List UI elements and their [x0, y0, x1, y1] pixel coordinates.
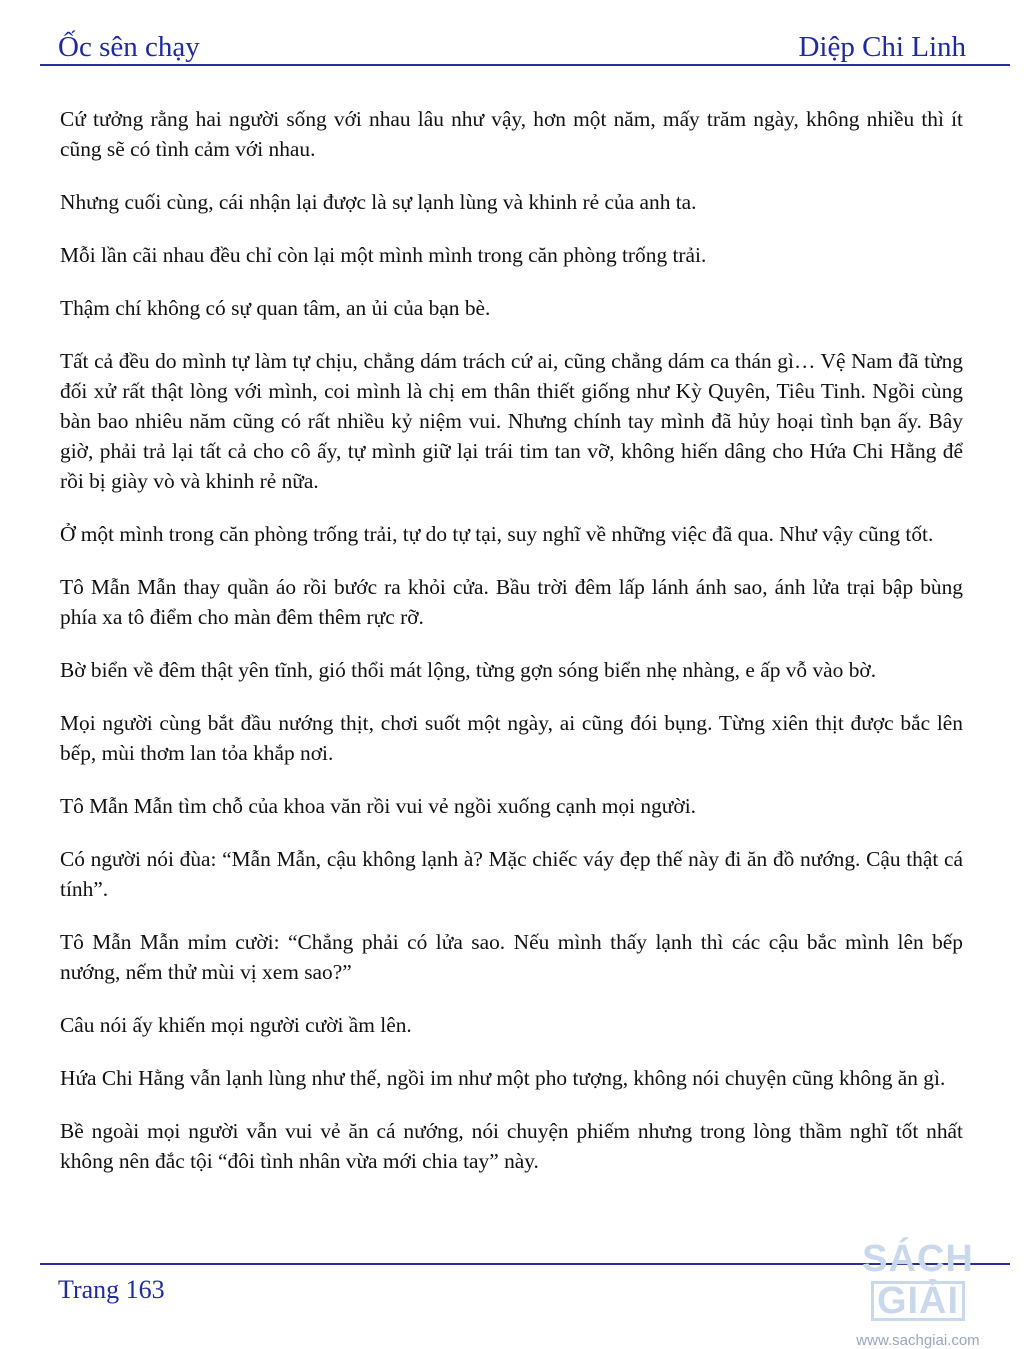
paragraph: Bờ biển về đêm thật yên tĩnh, gió thổi mát lộng, từng gợn sóng biển nhẹ nhàng, e ấp vỗ vào bờ. [60, 658, 877, 682]
paragraph: Tô Mẫn Mẫn tìm chỗ của khoa văn rồi vui vẻ ngồi xuống cạnh mọi người. [60, 794, 696, 818]
paragraph: Câu nói ấy khiến mọi người cười ầm lên. [60, 1013, 412, 1037]
paragraph: Có người nói đùa: “Mẫn Mẫn, cậu không lạnh à? Mặc chiếc váy đẹp thế này đi ăn đồ nướng. Cậu thật cá tính”. [60, 847, 963, 901]
watermark-url: www.sachgiai.com [856, 1332, 980, 1349]
watermark-logo-left: SÁCH [862, 1238, 974, 1280]
book-title: Ốc sên chạy [58, 31, 200, 63]
header-divider [40, 64, 1010, 66]
page-body [60, 104, 963, 1199]
paragraph: Mọi người cùng bắt đầu nướng thịt, chơi suốt một ngày, ai cũng đói bụng. Từng xiên thịt được bắc lên bếp, mùi thơm lan tỏa khắp nơi. [60, 711, 963, 765]
watermark-logo-right: GIẢI [871, 1281, 965, 1321]
author-name: Diệp Chi Linh [798, 31, 966, 63]
watermark-logo [818, 1238, 1018, 1322]
paragraph: Hứa Chi Hằng vẫn lạnh lùng như thế, ngồi im như một pho tượng, không nói chuyện cũng không ăn gì. [60, 1066, 946, 1090]
paragraph: Bề ngoài mọi người vẫn vui vẻ ăn cá nướng, nói chuyện phiếm nhưng trong lòng thầm nghĩ tốt nhất không nên đắc tội “đôi tình nhân vừa mới chia tay” này. [60, 1119, 963, 1173]
paragraph: Tô Mẫn Mẫn thay quần áo rồi bước ra khỏi cửa. Bầu trời đêm lấp lánh ánh sao, ánh lửa trại bập bùng phía xa tô điểm cho màn đêm thêm rực rỡ. [60, 575, 963, 629]
paragraph: Tô Mẫn Mẫn mỉm cười: “Chẳng phải có lửa sao. Nếu mình thấy lạnh thì các cậu bắc mình lên bếp nướng, nếm thử mùi vị xem sao?” [60, 930, 963, 984]
paragraph: Thậm chí không có sự quan tâm, an ủi của bạn bè. [60, 296, 491, 320]
paragraph: Cứ tưởng rằng hai người sống với nhau lâu như vậy, hơn một năm, mấy trăm ngày, không nhiều thì ít cũng sẽ có tình cảm với nhau. [60, 107, 963, 161]
paragraph: Nhưng cuối cùng, cái nhận lại được là sự lạnh lùng và khinh rẻ của anh ta. [60, 190, 697, 214]
page-number: Trang 163 [58, 1275, 165, 1304]
paragraph: Tất cả đều do mình tự làm tự chịu, chẳng dám trách cứ ai, cũng chẳng dám ca thán gì… Vệ Nam đã từng đối xử rất thật lòng với mình, coi mình là chị em thân thiết giống như Kỳ Quyên, Tiêu Tinh. Ngồi cùng bàn bao nhiêu năm cũng có rất nhiều kỷ niệm vui. Nhưng chính tay mình đã hủy hoại tình bạn ấy. Bây giờ, phải trả lại tất cả cho cô ấy, tự mình giữ lại trái tim tan vỡ, không hiến dâng cho Hứa Chi Hằng để rồi bị giày vò và khinh rẻ nữa. [60, 349, 963, 493]
watermark [818, 1238, 1018, 1349]
paragraph: Mỗi lần cãi nhau đều chỉ còn lại một mình mình trong căn phòng trống trải. [60, 243, 707, 267]
paragraph: Ở một mình trong căn phòng trống trải, tự do tự tại, suy nghĩ về những việc đã qua. Như vậy cũng tốt. [60, 522, 934, 546]
page-header [58, 22, 966, 64]
